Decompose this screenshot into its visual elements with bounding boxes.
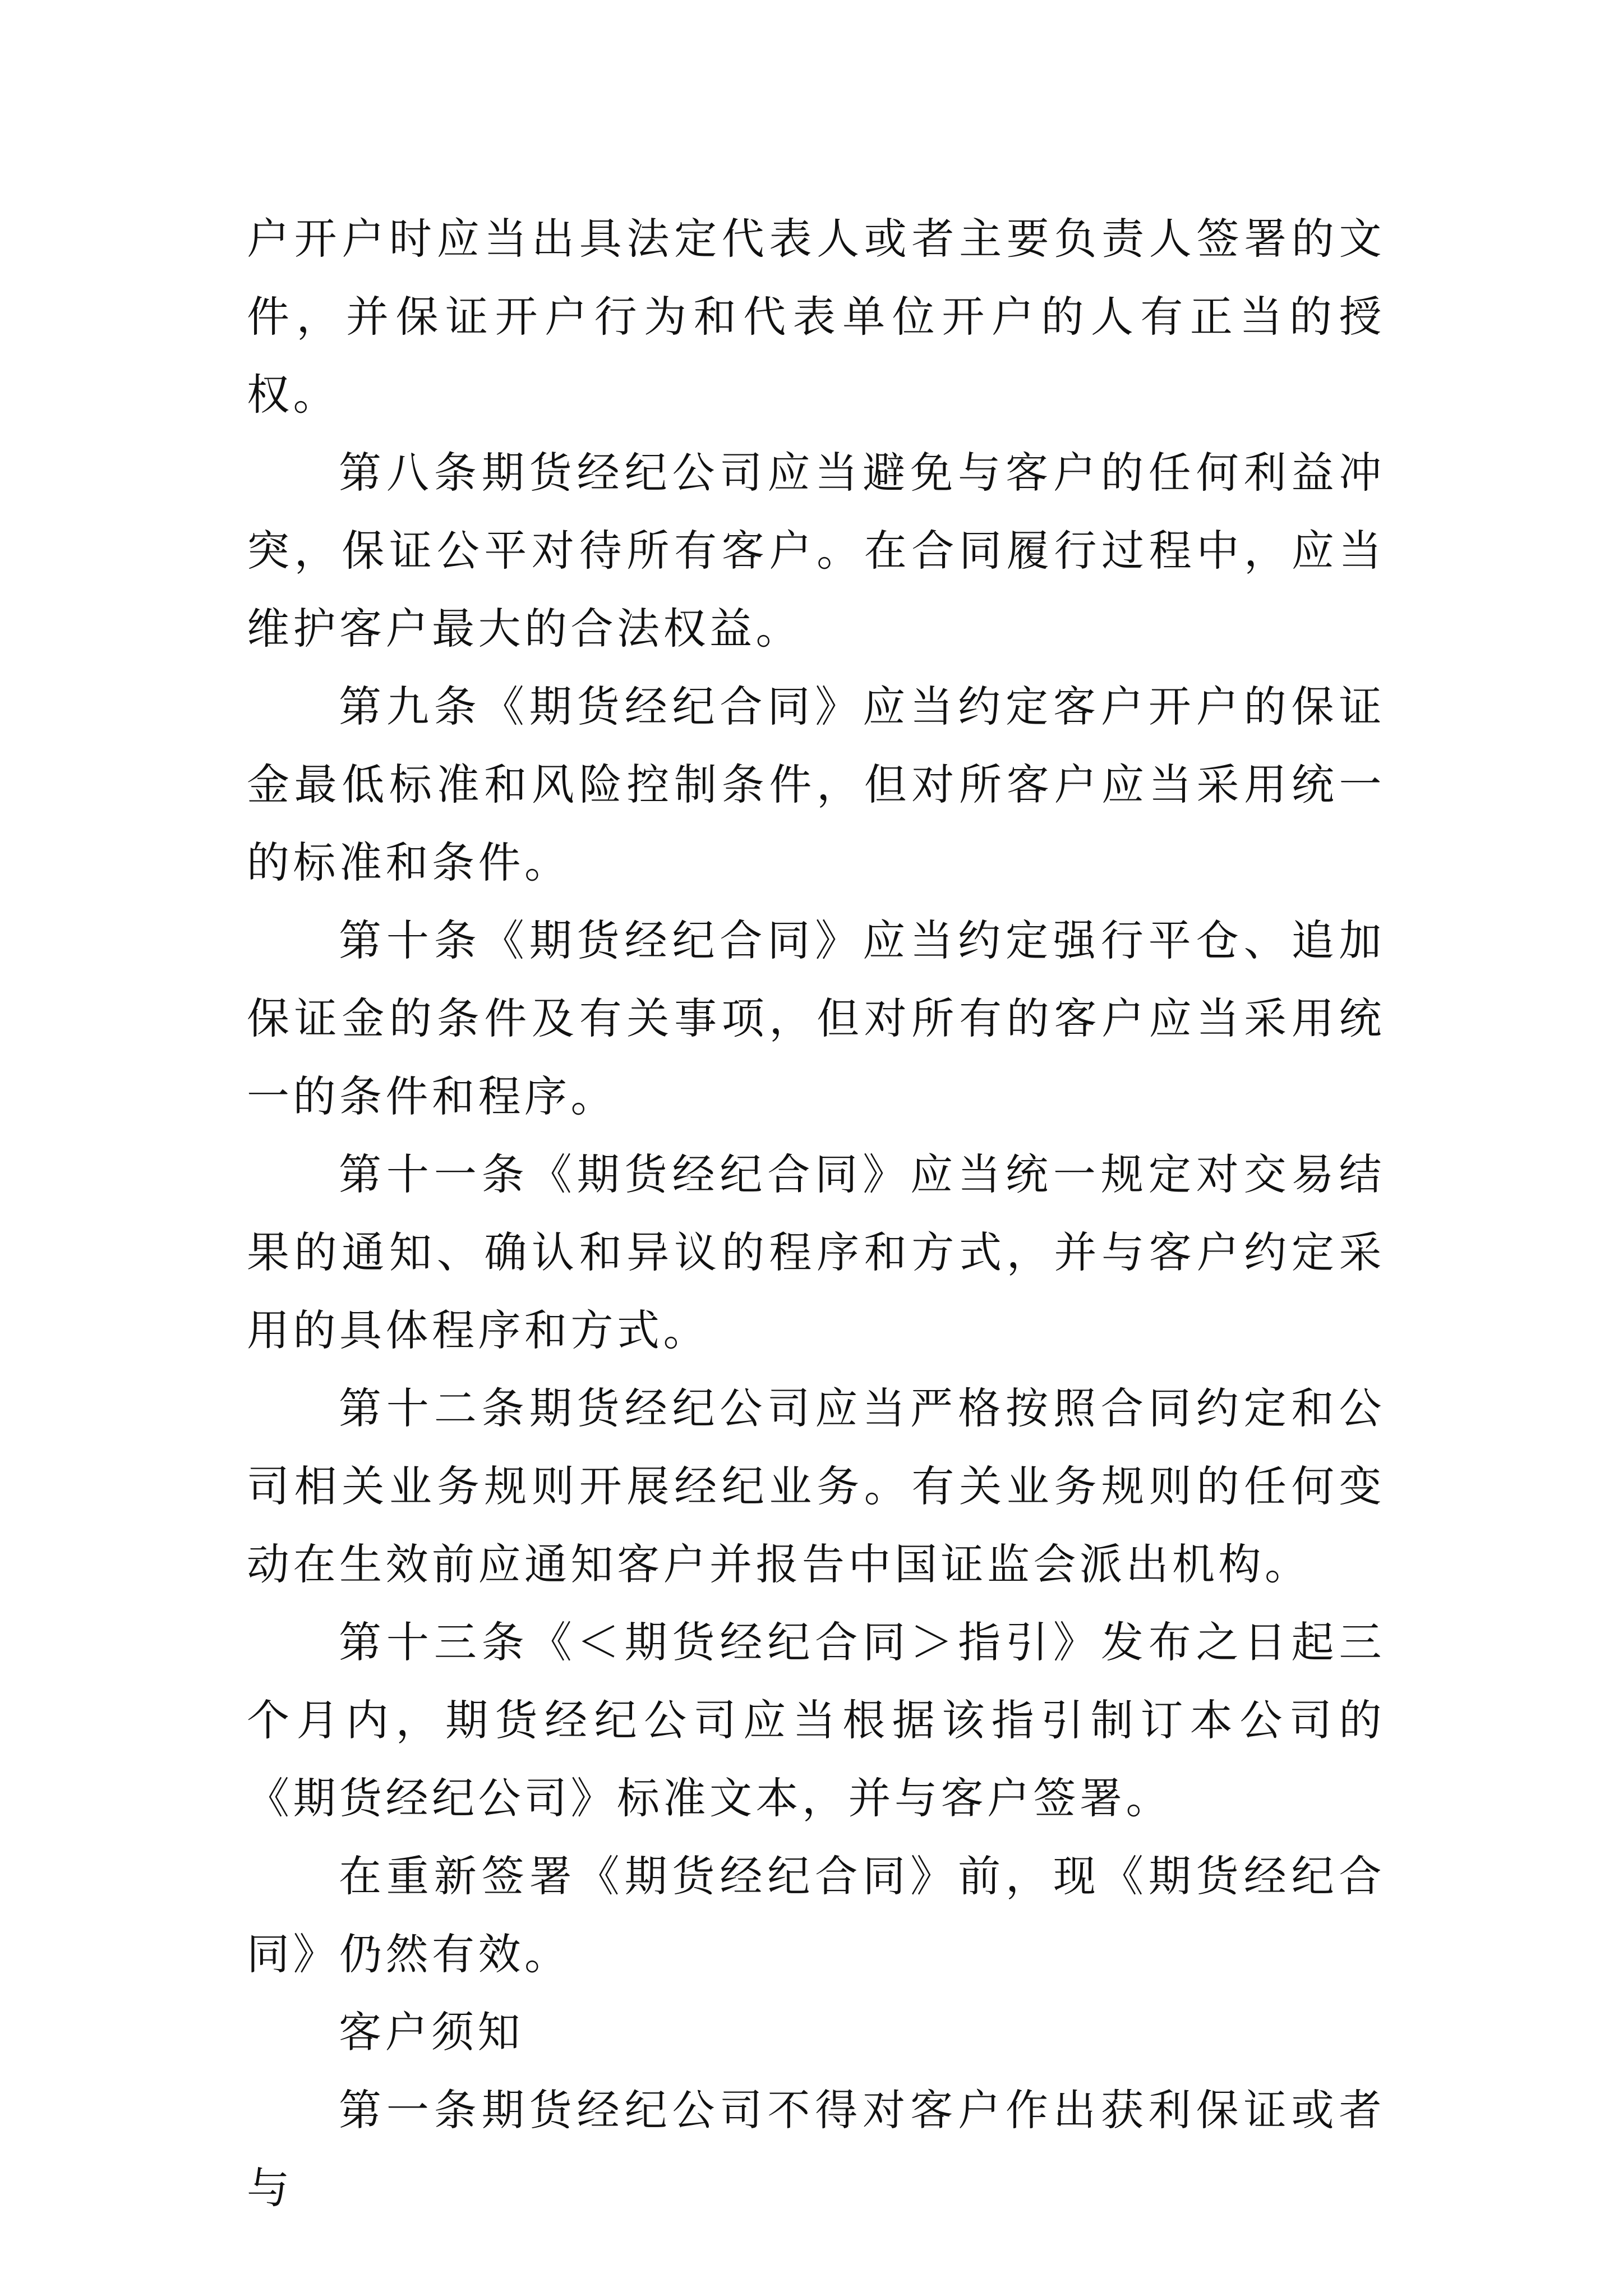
paragraph-article-8: 第八条期货经纪公司应当避免与客户的任何利益冲突，保证公平对待所有客户。在合同履行过程中，应当维护客户最大的合法权益。 <box>247 448 1385 654</box>
paragraph-article-10: 第十条《期货经纪合同》应当约定强行平仓、追加保证金的条件及有关事项，但对所有的客户应当采用统一的条件和程序。 <box>247 915 1385 1121</box>
paragraph-article-9: 第九条《期货经纪合同》应当约定客户开户的保证金最低标准和风险控制条件，但对所客户应当采用统一的标准和条件。 <box>247 682 1385 887</box>
paragraph-article-11: 第十一条《期货经纪合同》应当统一规定对交易结果的通知、确认和异议的程序和方式，并与客户约定采用的具体程序和方式。 <box>247 1149 1385 1355</box>
section-heading-customer-notice: 客户须知 <box>339 2007 524 2057</box>
paragraph-notice-article-1: 第一条期货经纪公司不得对客户作出获利保证或者与 <box>247 2085 1385 2213</box>
document-body <box>247 200 1385 2227</box>
paragraph-article-12: 第十二条期货经纪公司应当严格按照合同约定和公司相关业务规则开展经纪业务。有关业务规则的任何变动在生效前应通知客户并报告中国证监会派出机构。 <box>247 1383 1385 1589</box>
paragraph-validity-note: 在重新签署《期货经纪合同》前，现《期货经纪合同》仍然有效。 <box>247 1851 1385 1979</box>
paragraph-article-13: 第十三条《＜期货经纪合同＞指引》发布之日起三个月内，期货经纪公司应当根据该指引制订本公司的《期货经纪公司》标准文本，并与客户签署。 <box>247 1617 1385 1823</box>
paragraph-continued: 户开户时应当出具法定代表人或者主要负责人签署的文件，并保证开户行为和代表单位开户的人有正当的授权。 <box>247 214 1385 420</box>
